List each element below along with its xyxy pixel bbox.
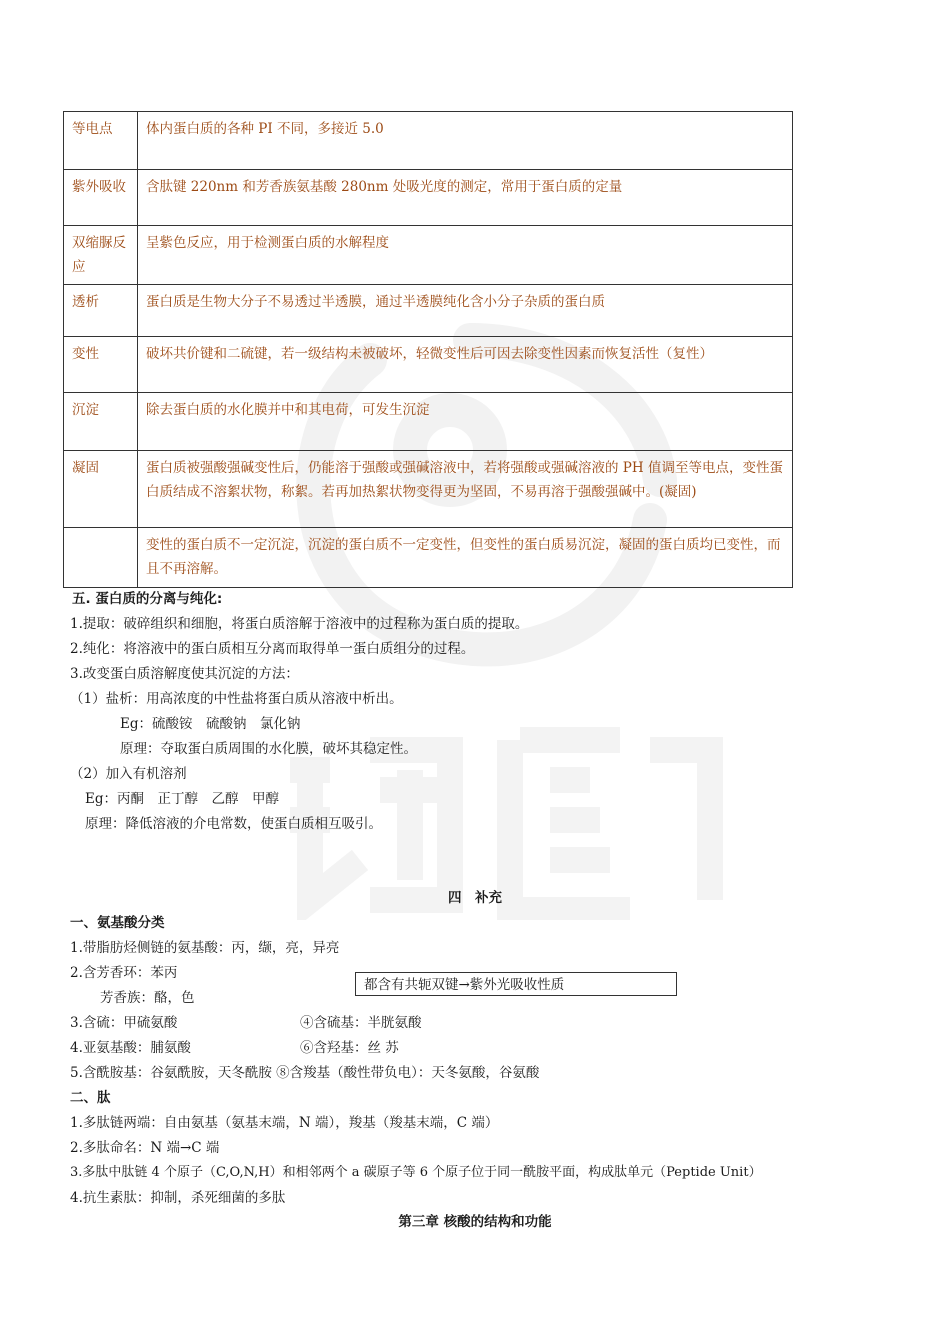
line: 2.含芳香环：苯丙 — [70, 965, 178, 981]
property-name: 紫外吸收 — [64, 170, 138, 226]
property-name: 沉淀 — [64, 393, 138, 451]
property-description: 含肽键 220nm 和芳香族氨基酸 280nm 处吸光度的测定，常用于蛋白质的定量 — [138, 170, 793, 226]
line: 2.纯化：将溶液中的蛋白质相互分离而取得单一蛋白质组分的过程。 — [70, 641, 475, 657]
line: 2.多肽命名：N 端→C 端 — [70, 1140, 220, 1156]
property-name — [64, 528, 138, 588]
conjugated-bond-note: 都含有共轭双键→紫外光吸收性质 — [355, 972, 677, 996]
property-description: 除去蛋白质的水化膜并中和其电荷，可发生沉淀 — [138, 393, 793, 451]
line: （2）加入有机溶剂 — [70, 766, 187, 782]
protein-properties-table — [63, 111, 793, 588]
property-name: 凝固 — [64, 451, 138, 528]
line: 3.多肽中肽链 4 个原子（C,O,N,H）和相邻两个 a 碳原子等 6 个原子位于同一酰胺平面，构成肽单元（Peptide Unit） — [70, 1165, 762, 1180]
line: 1.带脂肪烃侧链的氨基酸：丙，缬，亮，异亮 — [70, 940, 340, 956]
property-name: 透析 — [64, 285, 138, 337]
table-row — [64, 393, 793, 451]
heading-amino-acids: 一、氨基酸分类 — [70, 915, 165, 931]
table-row — [64, 112, 793, 170]
supplement-title: 四 补充 — [448, 890, 502, 906]
property-description: 蛋白质被强酸强碱变性后，仍能溶于强酸或强碱溶液中，若将强酸或强碱溶液的 PH 值调至等电点，变性蛋白质结成不溶絮状物，称絮。若再加热絮状物变得更为坚固，不易再溶于强酸强碱中。(凝固) — [138, 451, 793, 528]
property-description: 呈紫色反应，用于检测蛋白质的水解程度 — [138, 226, 793, 285]
property-description: 蛋白质是生物大分子不易透过半透膜，通过半透膜纯化含小分子杂质的蛋白质 — [138, 285, 793, 337]
line: 芳香族：酪，色 — [100, 990, 195, 1006]
property-description: 破坏共价键和二硫键，若一级结构未被破坏，轻微变性后可因去除变性因素而恢复活性（复性） — [138, 337, 793, 393]
line: Eg：硫酸铵 硫酸钠 氯化钠 — [120, 716, 301, 732]
property-name: 等电点 — [64, 112, 138, 170]
line: ④含硫基：半胱氨酸 — [300, 1015, 422, 1031]
line: 1.提取：破碎组织和细胞，将蛋白质溶解于溶液中的过程称为蛋白质的提取。 — [70, 616, 529, 632]
table-row — [64, 226, 793, 285]
line: 原理：降低溶液的介电常数，使蛋白质相互吸引。 — [85, 816, 382, 832]
line: 1.多肽链两端：自由氨基（氨基末端，N 端），羧基（羧基末端，C 端） — [70, 1115, 499, 1131]
line: 3.改变蛋白质溶解度使其沉淀的方法： — [70, 666, 299, 682]
line: 3.含硫：甲硫氨酸 — [70, 1015, 178, 1031]
property-description: 变性的蛋白质不一定沉淀，沉淀的蛋白质不一定变性，但变性的蛋白质易沉淀，凝固的蛋白质均已变性，而且不再溶解。 — [138, 528, 793, 588]
property-name: 变性 — [64, 337, 138, 393]
table-row — [64, 451, 793, 528]
line: 4.亚氨基酸：脯氨酸 — [70, 1040, 191, 1056]
property-description: 体内蛋白质的各种 PI 不同，多接近 5.0 — [138, 112, 793, 170]
table-row — [64, 337, 793, 393]
line: （1）盐析：用高浓度的中性盐将蛋白质从溶液中析出。 — [70, 691, 403, 707]
line: Eg：丙酮 正丁醇 乙醇 甲醇 — [85, 791, 279, 807]
line: 4.抗生素肽：抑制，杀死细菌的多肽 — [70, 1190, 286, 1206]
section5-title: 五. 蛋白质的分离与纯化: — [72, 591, 223, 607]
table-row — [64, 170, 793, 226]
line: 5.含酰胺基：谷氨酰胺，天冬酰胺 ⑧含羧基（酸性带负电）：天冬氨酸，谷氨酸 — [70, 1065, 540, 1081]
table-row — [64, 285, 793, 337]
property-name: 双缩脲反应 — [64, 226, 138, 285]
chapter-title: 第三章 核酸的结构和功能 — [398, 1214, 552, 1230]
line: ⑥含羟基：丝 苏 — [300, 1040, 399, 1056]
line: 原理：夺取蛋白质周围的水化膜，破坏其稳定性。 — [120, 741, 417, 757]
heading-peptide: 二、肽 — [70, 1090, 111, 1106]
table-row — [64, 528, 793, 588]
